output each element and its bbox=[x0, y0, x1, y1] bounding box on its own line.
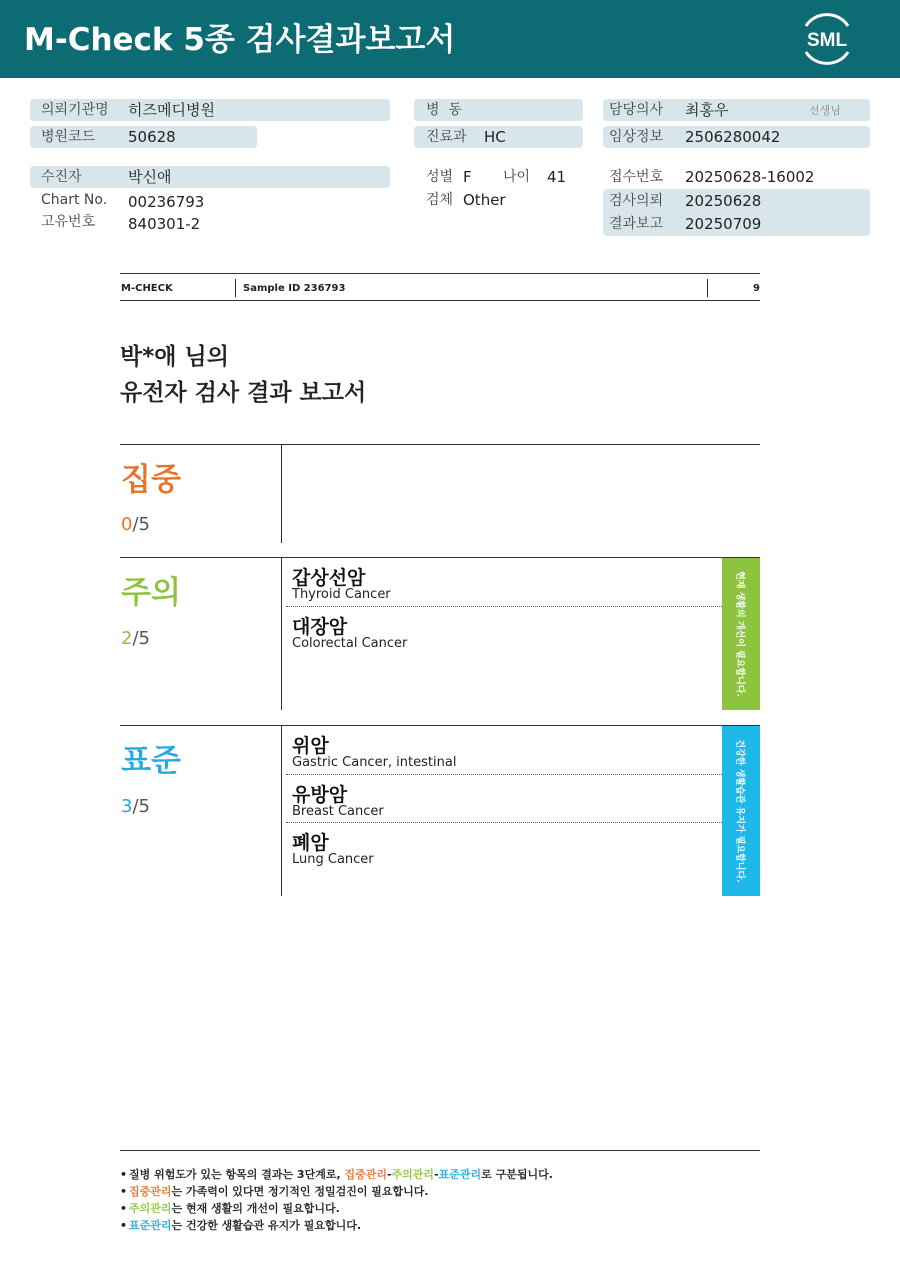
age-value: 41 bbox=[547, 168, 567, 186]
patient-value: 박신애 bbox=[128, 168, 172, 186]
cat3-top-rule bbox=[120, 725, 760, 726]
cat3-count: 3/5 bbox=[121, 796, 150, 817]
cat3-item1-ko: 위암 bbox=[292, 735, 329, 757]
note-4: • 표준관리는 건강한 생활습관 유지가 필요합니다. bbox=[120, 1219, 362, 1232]
note-1: • 질병 위험도가 있는 항목의 결과는 3단계로, 집중관리-주의관리-표준관리로 구분됩니다. bbox=[120, 1168, 553, 1181]
cat2-top-rule bbox=[120, 557, 760, 558]
request-value: 20250628 bbox=[685, 192, 762, 210]
dept-value: HC bbox=[484, 128, 506, 146]
cat2-item1-en: Thyroid Cancer bbox=[292, 587, 391, 602]
cat3-item3-en: Lung Cancer bbox=[292, 852, 374, 867]
specimen-value: Other bbox=[463, 191, 506, 209]
unique-label: 고유번호 bbox=[41, 214, 96, 230]
hospital-code-value: 50628 bbox=[128, 128, 176, 146]
hospital-code-label: 병원코드 bbox=[41, 129, 96, 145]
request-label: 검사의뢰 bbox=[609, 193, 664, 209]
unique-value: 840301-2 bbox=[128, 215, 201, 233]
report-heading-title: 유전자 검사 결과 보고서 bbox=[120, 380, 367, 406]
institution-label: 의뢰기관명 bbox=[41, 102, 109, 118]
cat3-item2-ko: 유방암 bbox=[292, 784, 348, 806]
sex-value: F bbox=[463, 168, 472, 186]
note-3: • 주의관리는 현재 생활의 개선이 필요합니다. bbox=[120, 1202, 340, 1215]
sample-id: Sample ID 236793 bbox=[243, 283, 346, 294]
clinical-value: 2506280042 bbox=[685, 128, 781, 146]
notes-top-rule bbox=[120, 1150, 760, 1151]
doctor-suffix: 선생님 bbox=[809, 104, 841, 117]
receipt-value: 20250628-16002 bbox=[685, 168, 815, 186]
report-date-label: 결과보고 bbox=[609, 216, 664, 232]
report-heading-name: 박*애 님의 bbox=[120, 344, 229, 370]
report-title: M-Check 5종 검사결과보고서 bbox=[24, 22, 456, 58]
sex-label: 성별 bbox=[426, 169, 454, 185]
chart-value: 00236793 bbox=[128, 193, 205, 211]
strip-divider-2 bbox=[707, 279, 708, 297]
patient-row bbox=[30, 166, 390, 188]
note-2: • 집중관리는 가족력이 있다면 정기적인 정밀검진이 필요합니다. bbox=[120, 1185, 429, 1198]
clinical-label: 임상정보 bbox=[609, 129, 664, 145]
cat1-top-rule bbox=[120, 444, 760, 445]
cat2-label: 주의 bbox=[121, 575, 181, 611]
logo-text: SML bbox=[806, 30, 848, 51]
cat2-item2-ko: 대장암 bbox=[292, 616, 348, 638]
page-number: 9 bbox=[753, 283, 760, 294]
age-label: 나이 bbox=[503, 169, 531, 185]
cat3-separator-1 bbox=[286, 774, 722, 775]
patient-label: 수진자 bbox=[41, 169, 82, 185]
cat1-label: 집중 bbox=[121, 462, 181, 498]
sml-logo bbox=[798, 12, 856, 66]
institution-value: 히즈메디병원 bbox=[128, 101, 215, 119]
cat3-item1-en: Gastric Cancer, intestinal bbox=[292, 755, 457, 770]
dept-label: 진료과 bbox=[426, 129, 467, 145]
header-bar bbox=[0, 0, 900, 78]
strip-brand: M-CHECK bbox=[121, 283, 173, 294]
cat2-item2-en: Colorectal Cancer bbox=[292, 636, 408, 651]
strip-top-rule bbox=[120, 273, 760, 274]
strip-divider-1 bbox=[235, 279, 236, 297]
cat3-item3-ko: 폐암 bbox=[292, 832, 329, 854]
doctor-value: 최홍우 bbox=[685, 101, 729, 119]
chart-label: Chart No. bbox=[41, 192, 108, 208]
cat3-separator-2 bbox=[286, 822, 722, 823]
strip-bottom-rule bbox=[120, 300, 760, 301]
legend-notes bbox=[120, 1166, 760, 1234]
cat1-divider bbox=[281, 445, 282, 543]
report-date-value: 20250709 bbox=[685, 215, 762, 233]
doctor-label: 담당의사 bbox=[609, 102, 664, 118]
cat1-count: 0/5 bbox=[121, 514, 150, 535]
receipt-label: 접수번호 bbox=[609, 169, 664, 185]
cat3-label: 표준 bbox=[121, 743, 181, 779]
cat3-item2-en: Breast Cancer bbox=[292, 804, 384, 819]
cat2-side-band: 현재 생활의 개선이 필요합니다. bbox=[722, 558, 760, 710]
cat2-item1-ko: 갑상선암 bbox=[292, 567, 366, 589]
cat3-side-band: 건강한 생활습관 유지가 필요합니다. bbox=[722, 726, 760, 896]
cat2-divider bbox=[281, 558, 282, 710]
cat2-count: 2/5 bbox=[121, 628, 150, 649]
cat2-separator bbox=[286, 606, 722, 607]
specimen-label: 검체 bbox=[426, 192, 454, 208]
cat3-divider bbox=[281, 726, 282, 896]
ward-label: 병 동 bbox=[426, 102, 462, 118]
